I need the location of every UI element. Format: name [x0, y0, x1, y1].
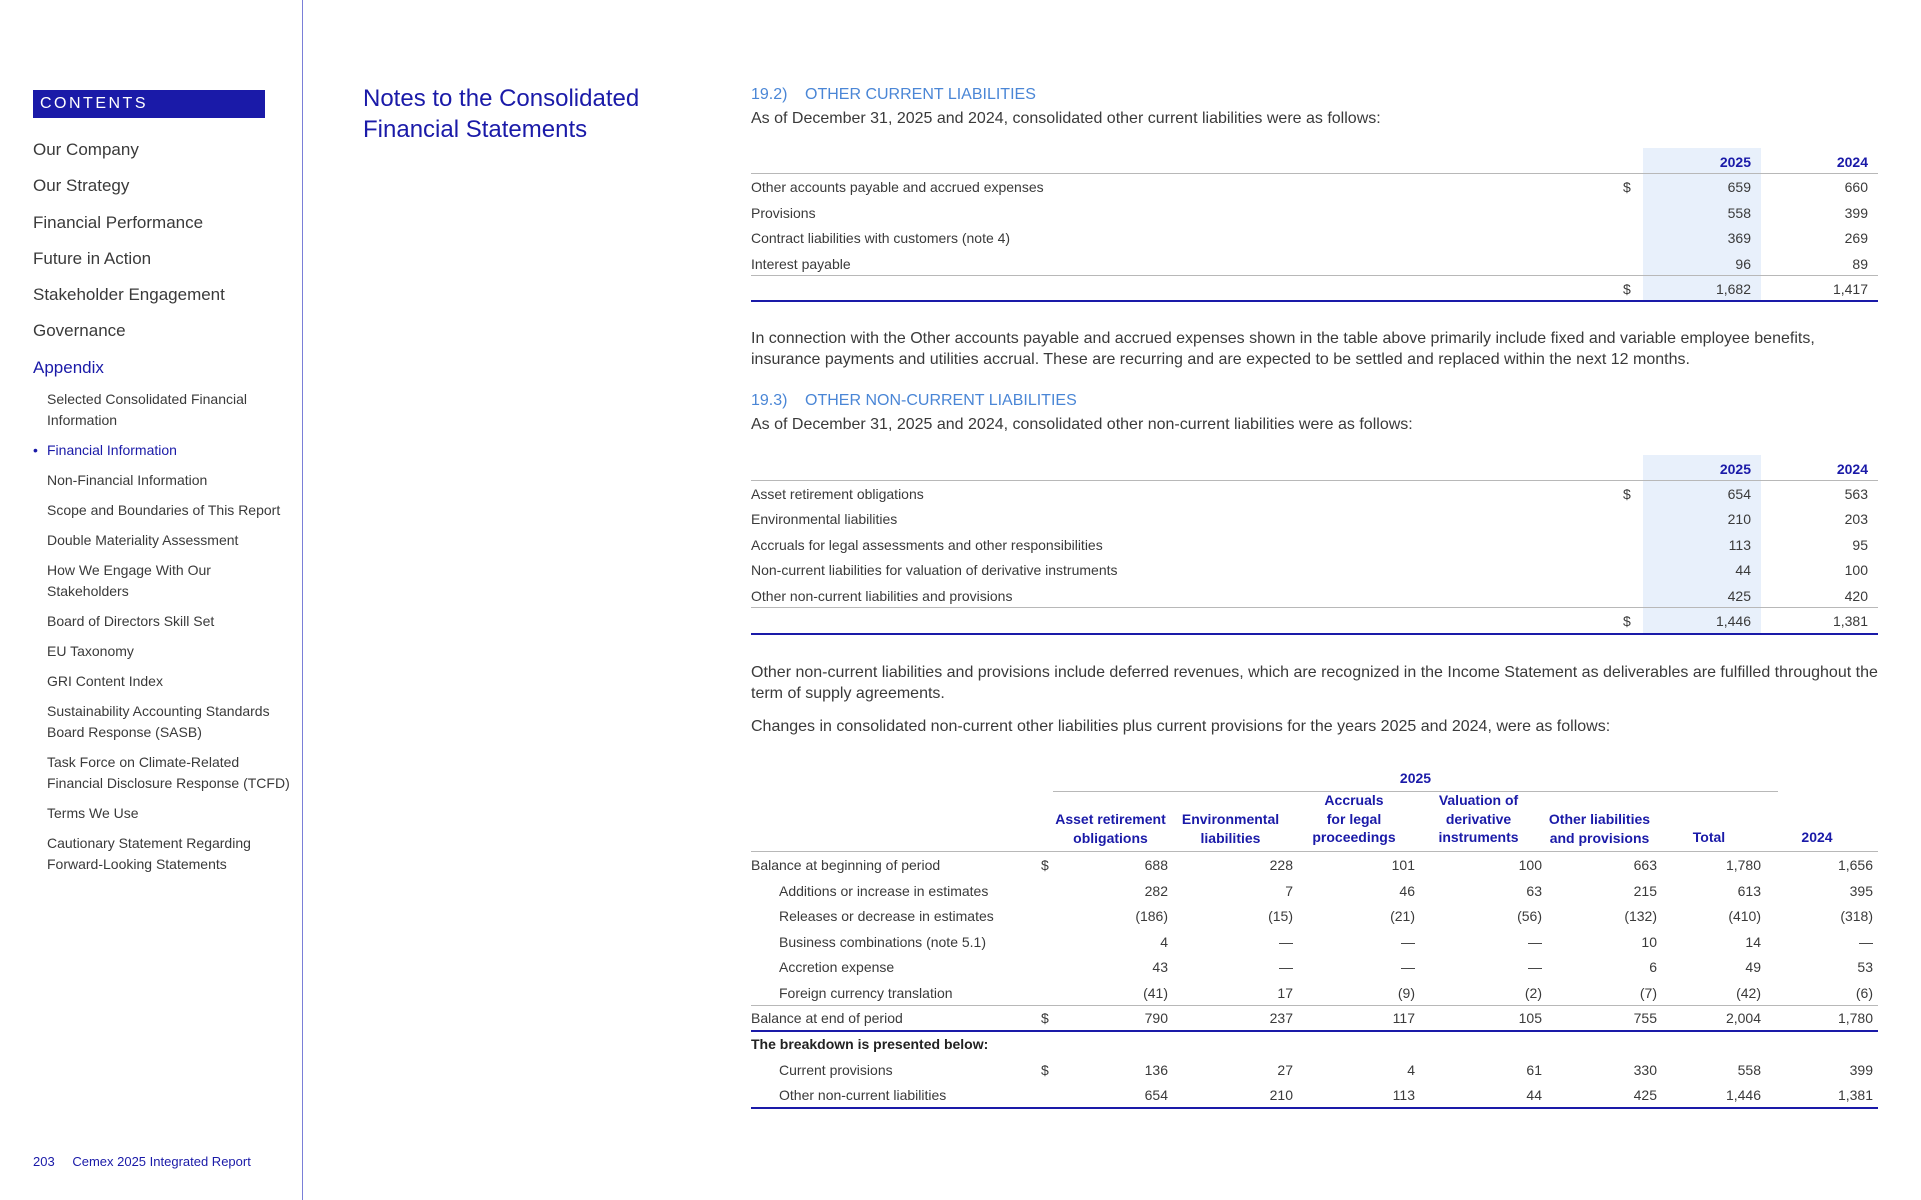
- cell: (132): [1624, 908, 1657, 924]
- cell: 1,780: [1837, 1010, 1873, 1026]
- nav-item-our-strategy[interactable]: Our Strategy: [33, 176, 130, 196]
- col-line: Accruals: [1324, 792, 1384, 808]
- table-row: [751, 532, 1878, 558]
- cell: —: [1401, 959, 1415, 975]
- cell: 10: [1641, 934, 1657, 950]
- col-header-total: Total: [1692, 829, 1726, 845]
- cell: 6: [1649, 959, 1657, 975]
- subnav-terms-we-use[interactable]: Terms We Use: [47, 805, 139, 821]
- cell: 790: [1144, 1010, 1168, 1026]
- cell: 61: [1526, 1062, 1542, 1078]
- row-label: Balance at end of period: [751, 1010, 903, 1026]
- cell: 1,780: [1725, 857, 1761, 873]
- cell: 7: [1285, 883, 1293, 899]
- currency-symbol: $: [1041, 1062, 1049, 1078]
- nav-item-our-company[interactable]: Our Company: [33, 140, 139, 159]
- note-title: OTHER NON-CURRENT LIABILITIES: [805, 392, 1077, 409]
- cell: 215: [1633, 883, 1657, 899]
- currency-symbol: $: [1041, 1010, 1049, 1026]
- cell: (2): [1524, 985, 1542, 1001]
- col-line: Other liabilities: [1548, 811, 1651, 827]
- row-label: Releases or decrease in estimates: [779, 908, 994, 924]
- cell: 399: [1849, 1062, 1873, 1078]
- cell: 101: [1391, 857, 1415, 873]
- row-label: The breakdown is presented below:: [751, 1036, 989, 1052]
- nav-item-appendix[interactable]: Appendix: [33, 357, 104, 377]
- value-2025: 659: [1727, 179, 1751, 195]
- col-line: and provisions: [1549, 829, 1650, 846]
- total-row: [751, 608, 1878, 634]
- report-title: Cemex 2025 Integrated Report: [72, 1154, 251, 1169]
- currency-symbol: $: [1623, 486, 1631, 502]
- row-label: Asset retirement obligations: [751, 486, 924, 502]
- currency-symbol: $: [1623, 281, 1631, 297]
- value-2025: 654: [1727, 486, 1751, 502]
- col-header-asset-retirement: [1053, 810, 1168, 847]
- table-row: [751, 481, 1878, 507]
- col-header-2024: 2024: [1801, 829, 1833, 845]
- cell: 1,656: [1837, 857, 1873, 873]
- col-header-2025: 2025: [1719, 461, 1751, 477]
- subnav-sasb[interactable]: Sustainability Accounting Standards Board Response (SASB): [47, 703, 270, 740]
- total-rule: [751, 633, 1878, 635]
- active-bullet-icon: •: [33, 442, 38, 458]
- total-rule: [751, 300, 1878, 302]
- table-row: [751, 980, 1878, 1006]
- value-2024: 660: [1844, 179, 1868, 195]
- cell: —: [1859, 934, 1873, 950]
- row-label: Environmental liabilities: [751, 511, 898, 527]
- row-label: Provisions: [751, 205, 816, 221]
- cell: (15): [1268, 908, 1293, 924]
- subnav-how-we-engage[interactable]: How We Engage With Our Stakeholders: [47, 562, 211, 599]
- value-2024: 89: [1852, 256, 1868, 272]
- table-row: [751, 1082, 1878, 1108]
- cell: 1,446: [1725, 1087, 1761, 1103]
- cell: (21): [1390, 908, 1415, 924]
- value-2024: 100: [1844, 562, 1868, 578]
- subnav-financial-information[interactable]: [33, 440, 295, 461]
- cell: 2,004: [1725, 1010, 1761, 1026]
- cell: 425: [1633, 1087, 1657, 1103]
- subnav-selected-consolidated-financial-information[interactable]: Selected Consolidated Financial Information: [47, 391, 248, 428]
- note-19-2-explanation: In connection with the Other accounts payable and accrued expenses shown in the table above primarily include fixed and variable employee benefits, insurance payments and utilities accrual. These are recurring and are expected to be settled and replaced within the next 12 months.: [751, 330, 1815, 368]
- col-line: Asset retirement: [1055, 811, 1166, 827]
- table-row: [751, 878, 1878, 904]
- col-line: obligations: [1073, 829, 1148, 846]
- table-row: [751, 1057, 1878, 1083]
- cell: 330: [1633, 1062, 1657, 1078]
- currency-symbol: $: [1623, 179, 1631, 195]
- value-2025: 210: [1727, 511, 1751, 527]
- value-2025: 96: [1735, 256, 1751, 272]
- cell: 663: [1633, 857, 1657, 873]
- cell: 688: [1144, 857, 1168, 873]
- col-line: Environmental: [1181, 811, 1280, 827]
- row-label: Additions or increase in estimates: [779, 883, 989, 899]
- col-line: for legal: [1326, 810, 1382, 827]
- cell: 53: [1857, 959, 1873, 975]
- cell: 654: [1144, 1087, 1168, 1103]
- cell: (318): [1840, 908, 1873, 924]
- value-2024: 203: [1844, 511, 1868, 527]
- subnav-eu-taxonomy[interactable]: EU Taxonomy: [47, 643, 134, 659]
- table-row: [751, 1031, 1878, 1057]
- row-label: Other non-current liabilities: [779, 1087, 947, 1103]
- cell: 17: [1277, 985, 1293, 1001]
- col-line: liabilities: [1200, 829, 1261, 846]
- subnav-scope-and-boundaries[interactable]: Scope and Boundaries of This Report: [47, 502, 281, 518]
- row-label: Accretion expense: [779, 959, 895, 975]
- cell: 117: [1392, 1010, 1415, 1026]
- nav-item-future-in-action[interactable]: Future in Action: [33, 248, 152, 268]
- value-2025: 44: [1735, 562, 1751, 578]
- cell: (42): [1736, 985, 1761, 1001]
- cell: —: [1528, 959, 1542, 975]
- cell: 755: [1633, 1010, 1657, 1026]
- row-label: Business combinations (note 5.1): [779, 934, 986, 950]
- row-label: Contract liabilities with customers (note 4): [751, 230, 1011, 246]
- cell: 49: [1745, 959, 1761, 975]
- currency-symbol: $: [1041, 857, 1049, 873]
- col-header-other-liabilities: [1542, 810, 1657, 847]
- col-header-valuation: [1415, 791, 1542, 847]
- cell: 395: [1849, 883, 1873, 899]
- year-group-header: 2025: [1399, 770, 1432, 786]
- cell: 14: [1745, 934, 1761, 950]
- subnav-tcfd[interactable]: Task Force on Climate-Related Financial Disclosure Response (TCFD): [47, 754, 290, 791]
- currency-symbol: $: [1623, 613, 1631, 629]
- cell: (9): [1397, 985, 1415, 1001]
- table-row: [751, 174, 1878, 200]
- subnav-non-financial-information[interactable]: Non-Financial Information: [47, 472, 208, 488]
- note-number: 19.3): [751, 392, 788, 409]
- page-number: 203: [33, 1154, 55, 1169]
- cell: 63: [1526, 883, 1542, 899]
- main-nav: [33, 138, 293, 392]
- table-row: [751, 929, 1878, 955]
- cell: 113: [1392, 1087, 1415, 1103]
- cell: 27: [1277, 1062, 1293, 1078]
- total-2024: 1,381: [1832, 613, 1868, 629]
- cell: 613: [1737, 883, 1761, 899]
- col-header-2024: 2024: [1836, 461, 1868, 477]
- nav-item-governance[interactable]: Governance: [33, 321, 126, 341]
- cell: 210: [1269, 1087, 1293, 1103]
- contents-header: CONTENTS: [33, 90, 265, 118]
- cell: 282: [1144, 883, 1168, 899]
- table-row: [751, 557, 1878, 583]
- cell: 558: [1737, 1062, 1761, 1078]
- cell: 44: [1526, 1087, 1542, 1103]
- col-header-accruals: [1293, 791, 1415, 847]
- cell: (410): [1728, 908, 1761, 924]
- cell: —: [1279, 959, 1293, 975]
- col-header-2025: 2025: [1719, 154, 1751, 170]
- cell: —: [1279, 934, 1293, 950]
- col-line: derivative: [1445, 810, 1512, 827]
- table-row: [751, 200, 1878, 226]
- cell: 228: [1269, 857, 1293, 873]
- cell: —: [1401, 934, 1415, 950]
- col-line: Valuation of: [1438, 792, 1519, 808]
- cell: 237: [1269, 1010, 1293, 1026]
- subnav-double-materiality-assessment[interactable]: Double Materiality Assessment: [47, 532, 239, 548]
- value-2024: 420: [1844, 588, 1868, 604]
- nav-item-financial-performance[interactable]: Financial Performance: [33, 212, 204, 232]
- sidebar: [0, 0, 303, 1200]
- cell: (6): [1855, 985, 1873, 1001]
- cell: 4: [1160, 934, 1168, 950]
- nav-item-stakeholder-engagement[interactable]: Stakeholder Engagement: [33, 285, 225, 305]
- note-number: 19.2): [751, 86, 788, 103]
- note-19-2-intro: As of December 31, 2025 and 2024, consolidated other current liabilities were as follows:: [751, 110, 1381, 127]
- note-19-3-explanation: Other non-current liabilities and provisions include deferred revenues, which are recognized in the Income Statement as deliverables are fulfilled throughout the term of supply agreements.: [751, 664, 1878, 702]
- table-row: [751, 506, 1878, 532]
- row-label: Other non-current liabilities and provisions: [751, 588, 1013, 604]
- value-2024: 95: [1852, 537, 1868, 553]
- note-title: OTHER CURRENT LIABILITIES: [805, 86, 1036, 103]
- col-line: instruments: [1438, 829, 1519, 845]
- row-label: Other accounts payable and accrued expenses: [751, 179, 1044, 195]
- cell: 46: [1399, 883, 1415, 899]
- value-2025: 369: [1727, 230, 1751, 246]
- value-2025: 558: [1727, 205, 1751, 221]
- total-2025: 1,446: [1715, 613, 1751, 629]
- row-label: Interest payable: [751, 256, 851, 272]
- cell: 100: [1518, 857, 1542, 873]
- subnav-label: Financial Information: [47, 442, 177, 458]
- col-header-environmental: [1168, 810, 1293, 847]
- note-19-3-intro: As of December 31, 2025 and 2024, consolidated other non-current liabilities were as follows:: [751, 416, 1413, 433]
- cell: (7): [1639, 985, 1657, 1001]
- table-row: [751, 954, 1878, 980]
- cell: 4: [1407, 1062, 1415, 1078]
- subnav-board-skill-set[interactable]: Board of Directors Skill Set: [47, 613, 215, 629]
- row-label: Current provisions: [779, 1062, 893, 1078]
- cell: (186): [1135, 908, 1168, 924]
- subnav-cautionary-statement[interactable]: Cautionary Statement Regarding Forward-Looking Statements: [47, 835, 251, 872]
- cell: 136: [1144, 1062, 1168, 1078]
- table-row: [751, 852, 1878, 878]
- note-19-3-heading: [751, 392, 1077, 410]
- value-2025: 113: [1728, 537, 1751, 553]
- note-19-2-heading: [751, 86, 1036, 104]
- section-title: Notes to the Consolidated Financial Statements: [363, 85, 640, 143]
- table-row: [751, 225, 1878, 251]
- total-2024: 1,417: [1832, 281, 1868, 297]
- value-2025: 425: [1727, 588, 1751, 604]
- cell: 43: [1152, 959, 1168, 975]
- page-footer: [33, 1154, 251, 1169]
- cell: 105: [1518, 1010, 1542, 1026]
- row-label: Non-current liabilities for valuation of derivative instruments: [751, 562, 1118, 578]
- col-line: proceedings: [1312, 829, 1396, 845]
- total-2025: 1,682: [1715, 281, 1751, 297]
- table-row: [751, 251, 1878, 277]
- value-2024: 269: [1844, 230, 1868, 246]
- table-row: [751, 1005, 1878, 1031]
- col-header-2024: 2024: [1836, 154, 1868, 170]
- cell: —: [1528, 934, 1542, 950]
- value-2024: 563: [1844, 486, 1868, 502]
- row-label: Accruals for legal assessments and other responsibilities: [751, 537, 1103, 553]
- appendix-subnav: [33, 389, 295, 884]
- cell: (41): [1143, 985, 1168, 1001]
- cell: (56): [1517, 908, 1542, 924]
- total-row: [751, 276, 1878, 302]
- subnav-gri-content-index[interactable]: GRI Content Index: [47, 673, 163, 689]
- table-row: [751, 583, 1878, 609]
- row-label: Foreign currency translation: [779, 985, 953, 1001]
- table-bottom-rule: [751, 1107, 1878, 1109]
- row-label: Balance at beginning of period: [751, 857, 941, 873]
- table-row: [751, 903, 1878, 929]
- changes-intro: Changes in consolidated non-current other liabilities plus current provisions for the years 2025 and 2024, were as follows:: [751, 718, 1611, 735]
- cell: 1,381: [1837, 1087, 1873, 1103]
- value-2024: 399: [1844, 205, 1868, 221]
